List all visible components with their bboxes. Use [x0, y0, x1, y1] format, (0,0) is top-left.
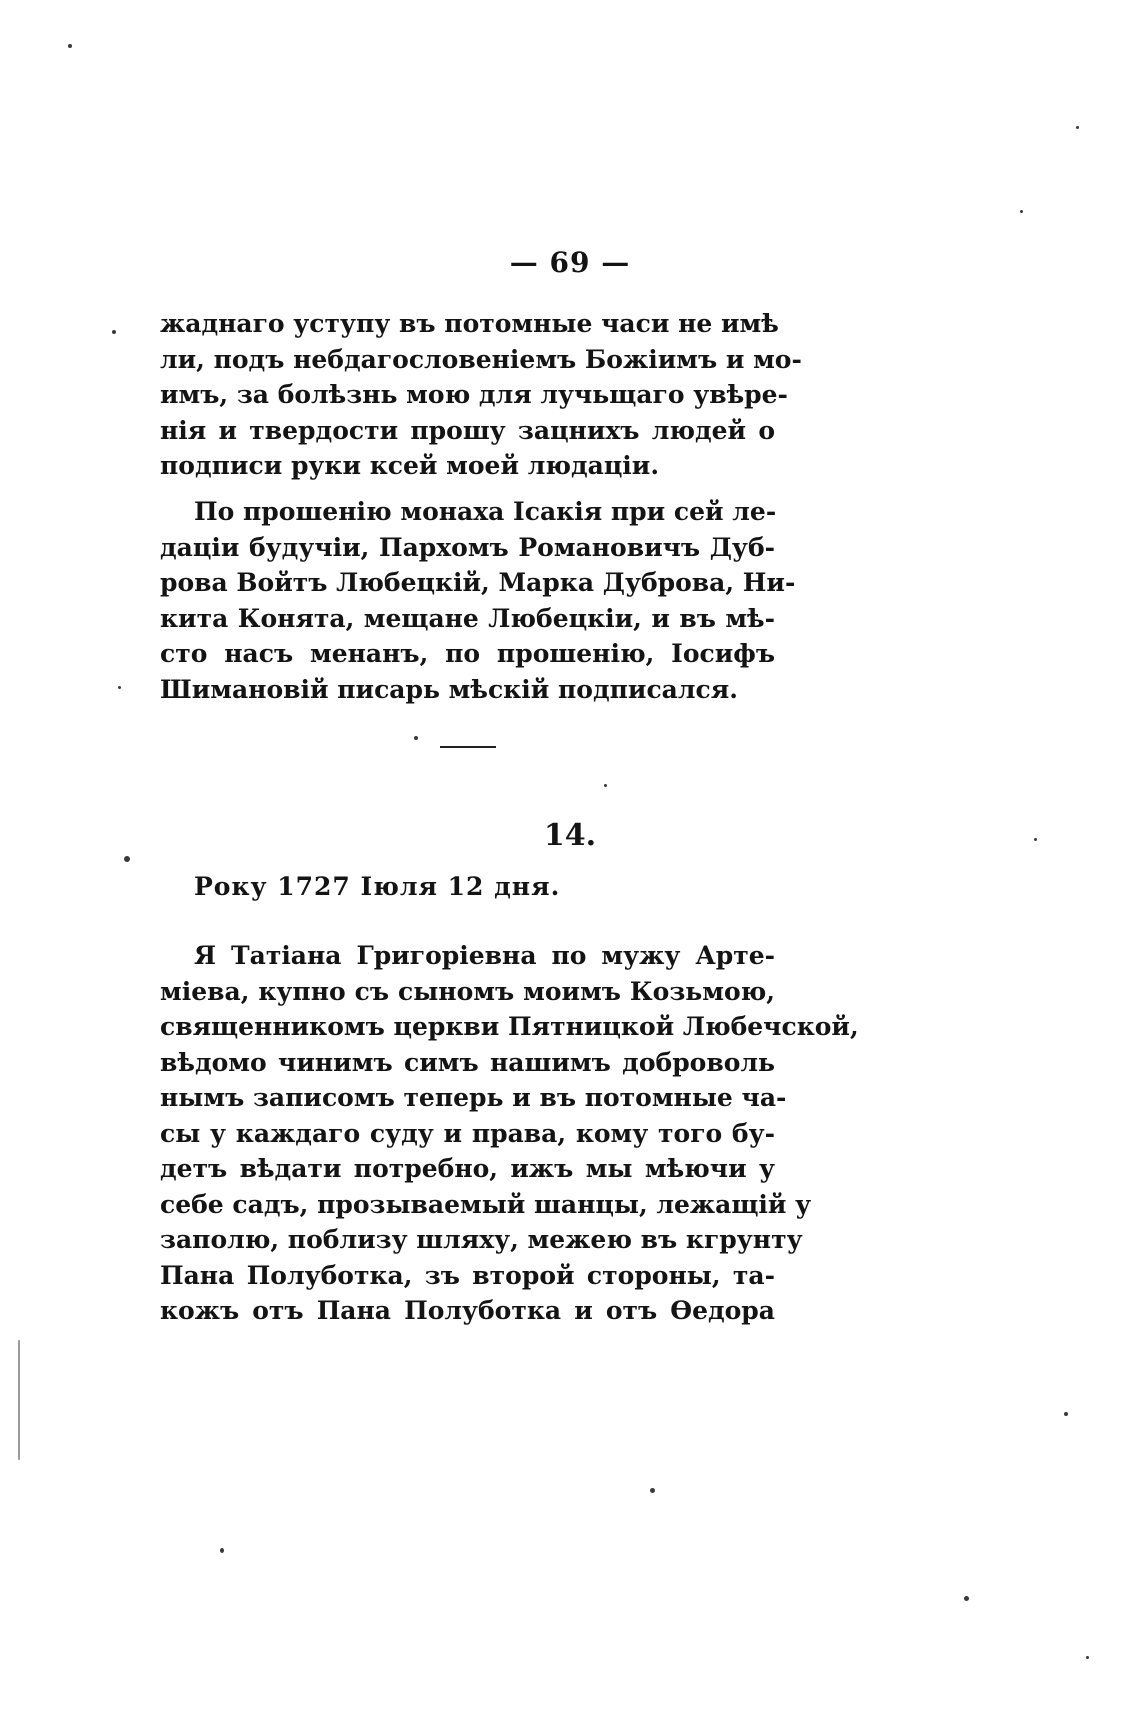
scan-speck — [112, 330, 116, 334]
text-line: сто насъ менанъ, по прошенiю, Iосифъ — [160, 639, 775, 668]
text-line: нымъ записомъ теперь и въ потомные ча- — [160, 1083, 787, 1112]
text-line: кита Конята, мещане Любецкiи, и въ мѣ- — [160, 603, 775, 633]
text-line: детъ вѣдати потребно, ижъ мы мѣючи у — [160, 1154, 775, 1183]
scan-speck — [414, 736, 418, 740]
paragraph-1 — [160, 306, 802, 484]
scan-speck — [1034, 838, 1037, 841]
text-line: заполю, поблизу шляху, межею въ кгрунту — [160, 1225, 803, 1254]
section-date: Року 1727 Iюля 12 дня. — [194, 872, 561, 901]
section-divider — [440, 746, 496, 748]
scan-speck — [1064, 1412, 1068, 1416]
scan-speck — [1086, 1656, 1089, 1659]
text-line: Шимановiй писарь мѣскiй подписался. — [160, 674, 738, 704]
text-line: нiя и твердости прошу зацнихъ людей о — [160, 415, 775, 445]
text-line: себе садъ, прозываемый шанцы, лежащiй у — [160, 1189, 812, 1219]
text-line: рова Войтъ Любецкiй, Марка Дуброва, Ни- — [160, 568, 796, 597]
scan-speck — [964, 1596, 969, 1601]
text-line: По прошенiю монаха Iсакiя при сей ле- — [194, 497, 777, 526]
paragraph-2 — [160, 494, 796, 707]
scan-speck — [18, 1340, 20, 1460]
text-line: ли, подъ небдагословенiемъ Божiимъ и мо- — [160, 344, 802, 374]
scan-speck — [124, 856, 130, 862]
text-line: Пана Полуботка, зъ второй стороны, та- — [160, 1260, 775, 1290]
text-line: кожъ отъ Пана Полуботка и отъ Өедора — [160, 1296, 775, 1325]
text-line: священникомъ церкви Пятницкой Любечской, — [160, 1012, 859, 1041]
scan-speck — [1076, 126, 1079, 129]
paragraph-3 — [160, 938, 859, 1329]
text-line: сы у каждаго суду и права, кому того бу- — [160, 1118, 775, 1148]
text-line: Я Татiана Григорiевна по мужу Арте- — [194, 941, 775, 970]
scan-speck — [68, 44, 72, 48]
text-line: дацiи будучiи, Пархомъ Романовичъ Дуб- — [160, 532, 775, 562]
scan-speck — [220, 1548, 224, 1553]
text-line: подписи руки ксей моей людацiи. — [160, 451, 660, 480]
text-line: жаднаго уступу въ потомные часи не имѣ — [160, 309, 779, 338]
text-line: вѣдомо чинимъ симъ нашимъ доброволь — [160, 1047, 775, 1077]
scan-speck — [650, 1488, 655, 1493]
section-number: 14. — [543, 818, 597, 853]
scan-speck — [118, 686, 121, 689]
page-number: — 69 — — [509, 246, 631, 279]
scan-speck — [604, 784, 607, 787]
scan-speck — [1020, 210, 1023, 213]
text-line: имъ, за болѣзнь мою для лучьщаго увѣре- — [160, 380, 788, 409]
text-line: мiева, купно съ сыномъ моимъ Козьмою, — [160, 976, 775, 1006]
